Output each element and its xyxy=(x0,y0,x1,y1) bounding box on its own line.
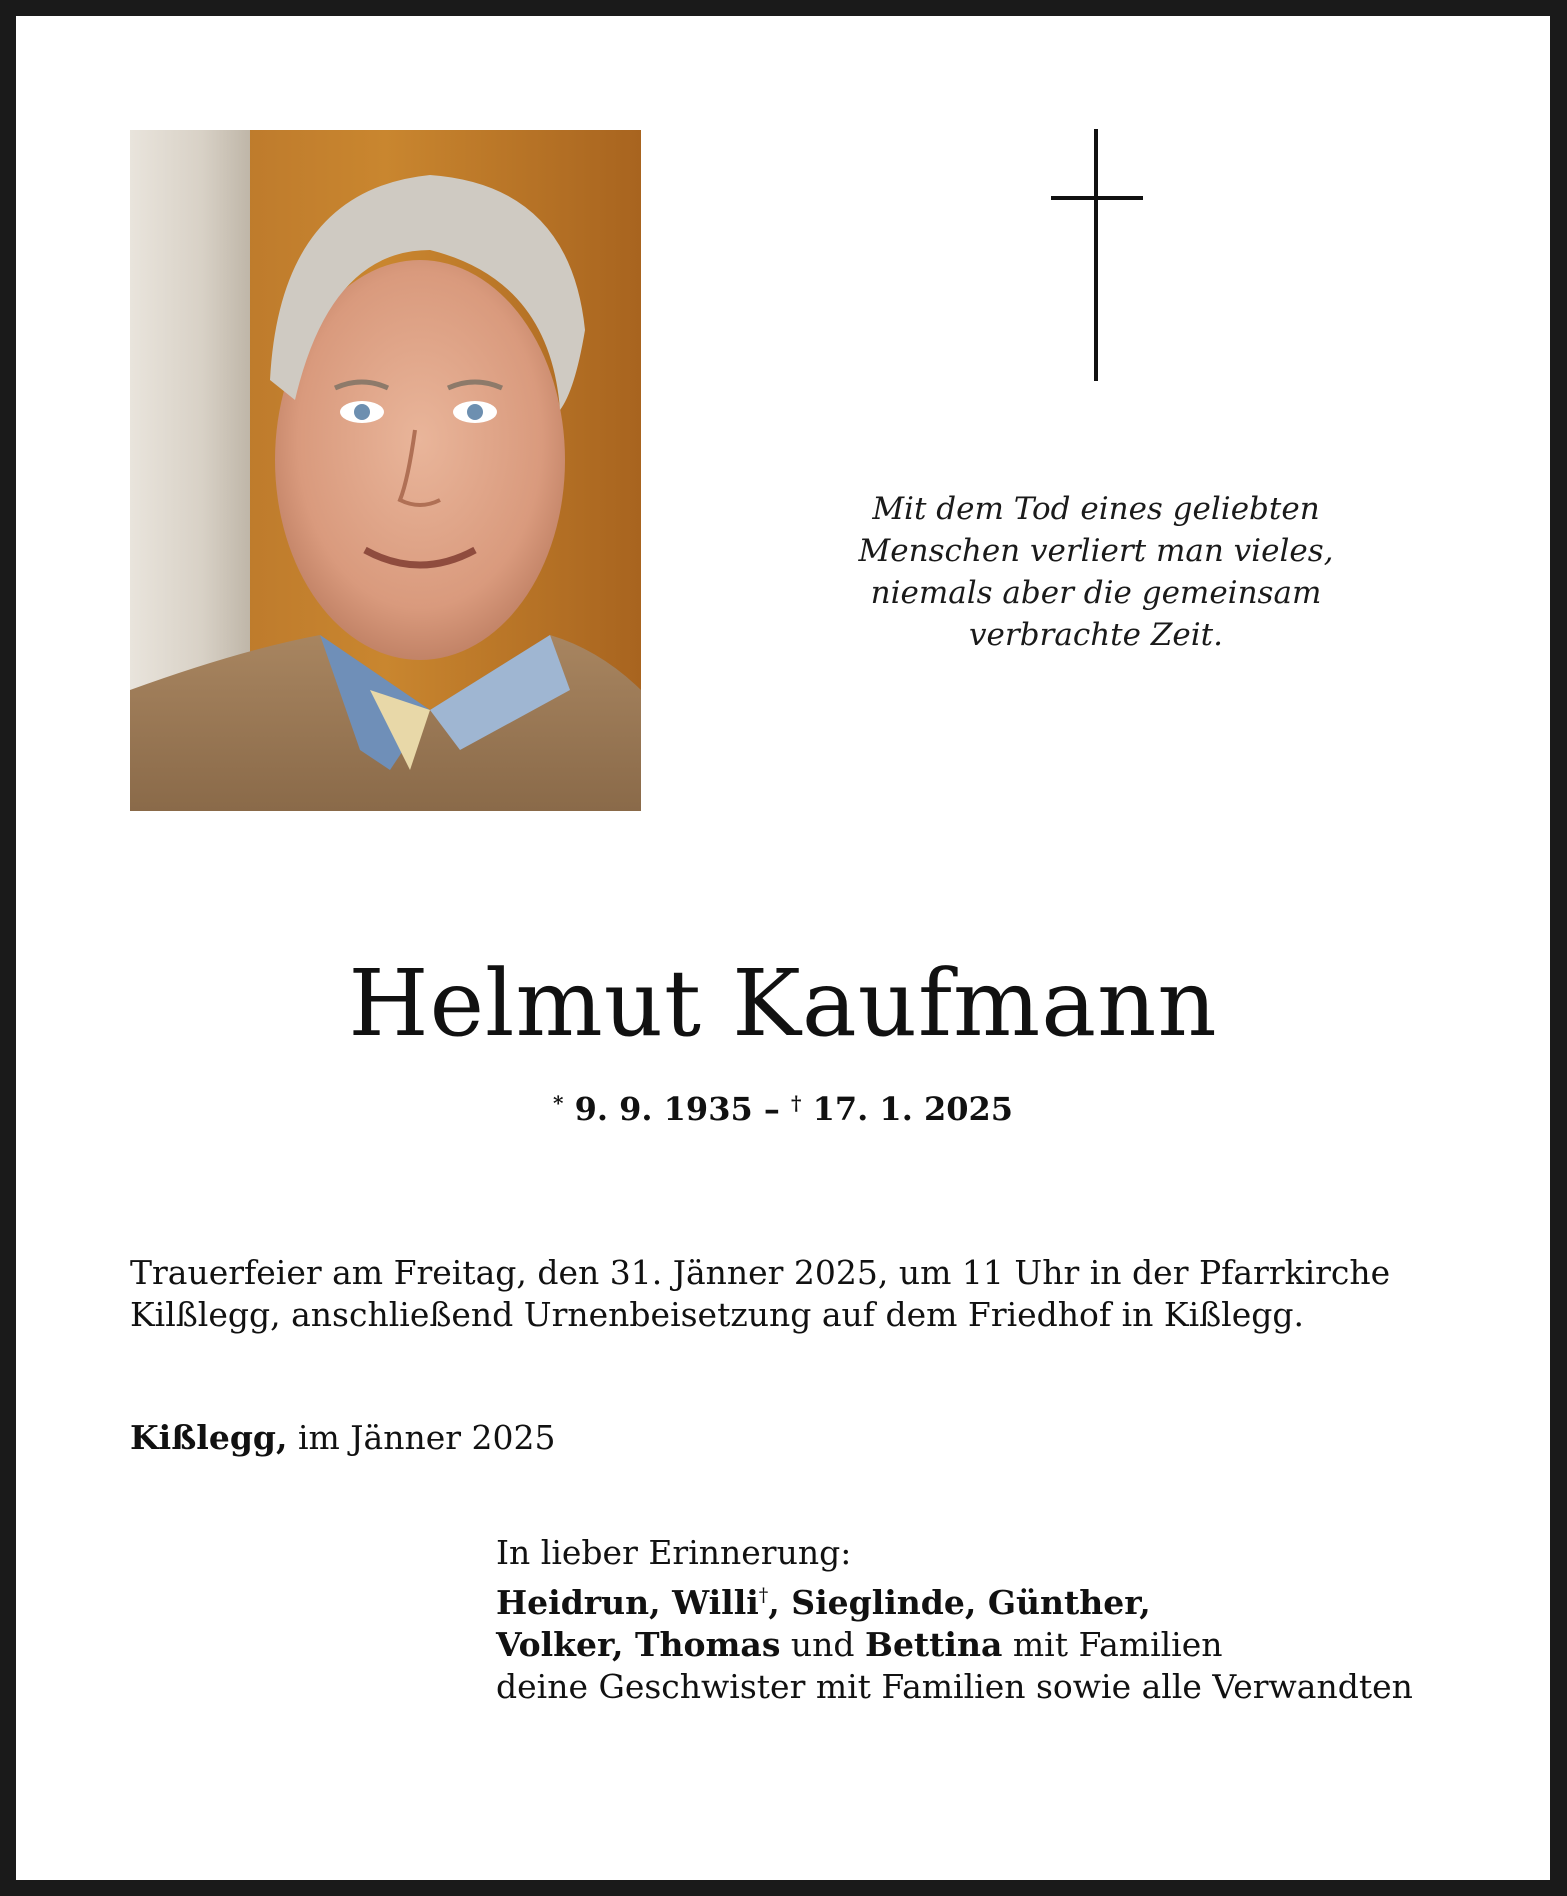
funeral-line: Trauerfeier am Freitag, den 31. Jänner 2025, um 11 Uhr in der Pfarrkirche xyxy=(130,1253,1391,1292)
place: Kißlegg, xyxy=(130,1418,288,1457)
cross-icon xyxy=(1051,129,1143,381)
date-separator: – xyxy=(752,1090,791,1128)
quote-line: Menschen verliert man vieles, xyxy=(858,533,1334,569)
death-date: 17. 1. 2025 xyxy=(812,1090,1014,1128)
death-cross-icon: † xyxy=(791,1091,802,1115)
memory-intro: In lieber Erinnerung: xyxy=(496,1533,852,1572)
quote-line: verbrachte Zeit. xyxy=(969,617,1223,653)
place-date xyxy=(130,1416,556,1460)
with-families: mit Familien xyxy=(1012,1625,1223,1664)
mourner-name: Heidrun xyxy=(496,1583,650,1622)
mourner-name: Thomas xyxy=(634,1625,781,1664)
deceased-name: Helmut Kaufmann xyxy=(348,950,1218,1057)
birth-date: 9. 9. 1935 xyxy=(574,1090,753,1128)
quote-line: Mit dem Tod eines geliebten xyxy=(872,491,1320,527)
quote-line: niemals aber die gemeinsam xyxy=(870,575,1322,611)
funeral-line: Kilßlegg, anschließend Urnenbeisetzung auf dem Friedhof in Kißlegg. xyxy=(130,1295,1304,1334)
mourner-name: Günther xyxy=(987,1583,1140,1622)
birth-star-icon: * xyxy=(552,1091,564,1115)
mourner-name: Willi xyxy=(672,1583,759,1622)
funeral-info xyxy=(130,1252,1490,1336)
mourner-name: Sieglinde xyxy=(791,1583,965,1622)
conjunction: und xyxy=(790,1625,855,1664)
mourner-name: Bettina xyxy=(865,1625,1003,1664)
memorial-quote xyxy=(836,488,1356,656)
life-dates xyxy=(16,1081,1550,1131)
portrait-photo xyxy=(130,130,641,811)
date: im Jänner 2025 xyxy=(297,1418,556,1457)
mourners-line-2: Volker, Thomas und Bettina mit Familien xyxy=(496,1625,1223,1664)
mourners-line-1: Heidrun, Willi†, Sieglinde, Günther, xyxy=(496,1583,1151,1622)
deceased-mark-icon: † xyxy=(758,1584,769,1606)
memory-section xyxy=(496,1532,1496,1708)
mourner-name: Volker xyxy=(496,1625,612,1664)
obituary-page xyxy=(16,16,1550,1880)
memory-closing: deine Geschwister mit Familien sowie alle Verwandten xyxy=(496,1667,1413,1706)
